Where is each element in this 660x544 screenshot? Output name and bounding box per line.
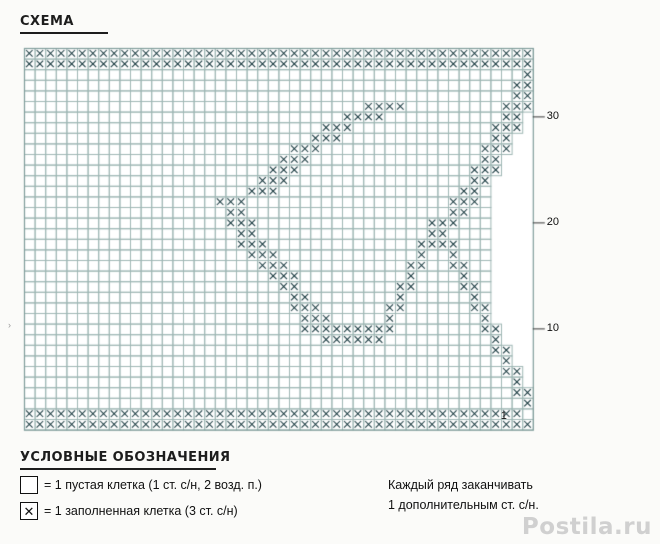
filled-cell-label: = 1 заполненная клетка (3 ст. с/н): [44, 504, 238, 518]
row-label-1: 1: [500, 410, 507, 423]
note-line-2: 1 дополнительным ст. с/н.: [388, 498, 539, 512]
row-label-20: 20: [546, 215, 560, 228]
left-margin-mark: ›: [8, 320, 11, 330]
legend-item-filled-cell: [20, 502, 238, 520]
empty-cell-swatch: [20, 476, 38, 494]
watermark: Postila.ru: [521, 514, 652, 540]
title-underline: [20, 32, 108, 34]
note-line-1: Каждый ряд заканчивать: [388, 478, 533, 492]
row-label-10: 10: [546, 321, 560, 334]
filled-cell-swatch: ✕: [20, 502, 38, 520]
row-label-30: 30: [546, 109, 560, 122]
page-title: СХЕМА: [20, 14, 74, 29]
legend-underline: [20, 468, 216, 470]
legend-item-empty-cell: [20, 476, 262, 494]
legend-title: УСЛОВНЫЕ ОБОЗНАЧЕНИЯ: [20, 450, 231, 465]
empty-cell-label: = 1 пустая клетка (1 ст. с/н, 2 возд. п.): [44, 478, 262, 492]
chart-grid-canvas: [20, 44, 620, 434]
crochet-chart: [20, 44, 620, 434]
